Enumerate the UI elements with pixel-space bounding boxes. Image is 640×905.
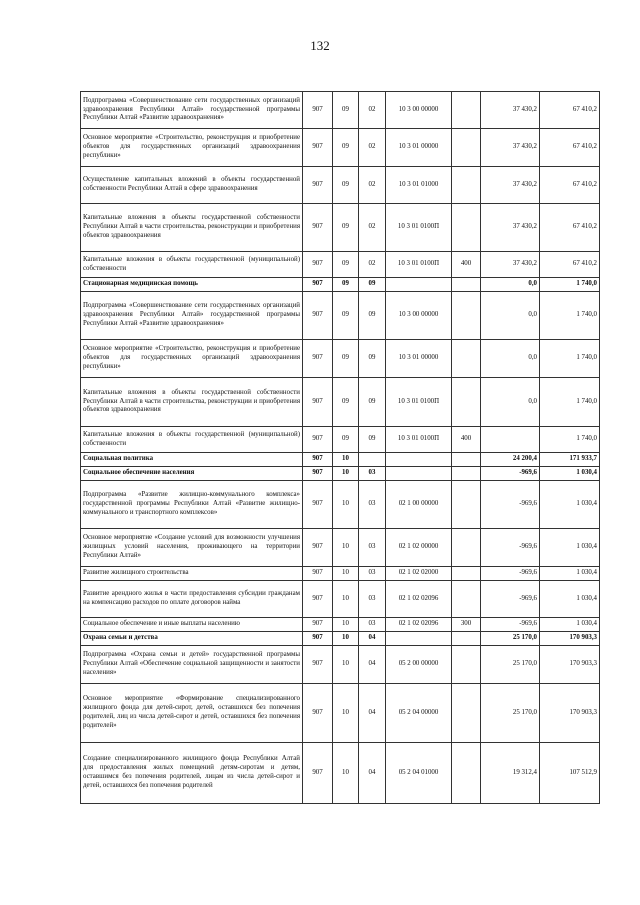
cell-amount-1: 0,0 — [481, 340, 540, 378]
table-row — [81, 92, 600, 129]
cell-target-article: 10 3 01 01000 — [386, 167, 452, 204]
cell-subsection: 03 — [359, 467, 386, 481]
cell-name: Стационарная медицинская помощь — [81, 278, 303, 292]
cell-amount-2: 170 903,3 — [540, 684, 600, 743]
cell-section: 09 — [333, 278, 359, 292]
cell-amount-2: 67 410,2 — [540, 167, 600, 204]
cell-amount-2: 1 030,4 — [540, 618, 600, 632]
cell-subsection: 09 — [359, 340, 386, 378]
cell-expense-type: 400 — [452, 252, 481, 278]
cell-ministry-code: 907 — [303, 481, 333, 529]
table-row — [81, 581, 600, 618]
cell-expense-type — [452, 92, 481, 129]
cell-amount-2: 1 740,0 — [540, 292, 600, 340]
table-row — [81, 340, 600, 378]
table-row — [81, 453, 600, 467]
cell-expense-type — [452, 581, 481, 618]
cell-ministry-code: 907 — [303, 129, 333, 167]
cell-amount-1: 25 170,0 — [481, 646, 540, 684]
cell-amount-2: 1 030,4 — [540, 581, 600, 618]
cell-target-article — [386, 467, 452, 481]
cell-expense-type — [452, 529, 481, 567]
cell-expense-type — [452, 204, 481, 252]
cell-section: 10 — [333, 481, 359, 529]
cell-subsection: 02 — [359, 129, 386, 167]
cell-ministry-code: 907 — [303, 292, 333, 340]
cell-name: Основное мероприятие «Создание условий для возможности улучшения жилищных условий населения, проживающего на территории Республики Алтай» — [81, 529, 303, 567]
cell-amount-2: 1 030,4 — [540, 467, 600, 481]
cell-expense-type: 400 — [452, 427, 481, 453]
table-row — [81, 292, 600, 340]
cell-name: Охрана семьи и детства — [81, 632, 303, 646]
cell-expense-type — [452, 129, 481, 167]
table-row — [81, 529, 600, 567]
table-row — [81, 278, 600, 292]
cell-subsection — [359, 453, 386, 467]
cell-section: 10 — [333, 743, 359, 804]
cell-amount-2: 170 903,3 — [540, 632, 600, 646]
cell-expense-type — [452, 646, 481, 684]
cell-section: 09 — [333, 167, 359, 204]
cell-subsection: 03 — [359, 618, 386, 632]
cell-name: Подпрограмма «Охрана семьи и детей» государственной программы Республики Алтай «Обеспечение социальной защищенности и занятости населения» — [81, 646, 303, 684]
cell-target-article: 10 3 00 00000 — [386, 92, 452, 129]
table-row — [81, 427, 600, 453]
cell-target-article: 05 2 00 00000 — [386, 646, 452, 684]
table-row — [81, 618, 600, 632]
cell-subsection: 04 — [359, 646, 386, 684]
cell-target-article: 10 3 01 00000 — [386, 340, 452, 378]
cell-subsection: 09 — [359, 427, 386, 453]
table-row — [81, 481, 600, 529]
cell-subsection: 04 — [359, 632, 386, 646]
cell-ministry-code: 907 — [303, 618, 333, 632]
cell-expense-type — [452, 453, 481, 467]
cell-target-article — [386, 632, 452, 646]
cell-section: 09 — [333, 378, 359, 427]
cell-ministry-code: 907 — [303, 632, 333, 646]
cell-expense-type — [452, 481, 481, 529]
cell-target-article: 05 2 04 01000 — [386, 743, 452, 804]
budget-table — [80, 91, 600, 804]
table-row — [81, 646, 600, 684]
table-row — [81, 743, 600, 804]
cell-amount-2: 170 903,3 — [540, 646, 600, 684]
cell-name: Развитие жилищного строительства — [81, 567, 303, 581]
cell-target-article: 10 3 00 00000 — [386, 292, 452, 340]
cell-expense-type — [452, 743, 481, 804]
cell-subsection: 09 — [359, 378, 386, 427]
cell-name: Осуществление капитальных вложений в объекты государственной собственности Республики Алтай в сфере здравоохранения — [81, 167, 303, 204]
cell-amount-2: 107 512,9 — [540, 743, 600, 804]
cell-amount-1: 0,0 — [481, 378, 540, 427]
cell-name: Капитальные вложения в объекты государственной (муниципальной) собственности — [81, 252, 303, 278]
cell-name: Основное мероприятие «Строительство, реконструкция и приобретение объектов для государственных организаций здравоохранения республики» — [81, 340, 303, 378]
cell-ministry-code: 907 — [303, 92, 333, 129]
cell-amount-1: -969,6 — [481, 481, 540, 529]
cell-name: Социальное обеспечение и иные выплаты населению — [81, 618, 303, 632]
cell-target-article: 02 1 02 02096 — [386, 581, 452, 618]
cell-subsection: 04 — [359, 684, 386, 743]
cell-expense-type: 300 — [452, 618, 481, 632]
cell-name: Развитие арендного жилья в части предоставления субсидии гражданам на компенсацию расходов по оплате договоров найма — [81, 581, 303, 618]
cell-section: 10 — [333, 529, 359, 567]
cell-target-article — [386, 453, 452, 467]
cell-ministry-code: 907 — [303, 278, 333, 292]
cell-ministry-code: 907 — [303, 204, 333, 252]
cell-section: 09 — [333, 292, 359, 340]
cell-expense-type — [452, 378, 481, 427]
cell-name: Основное мероприятие «Строительство, реконструкция и приобретение объектов для государственных организаций здравоохранения республики» — [81, 129, 303, 167]
cell-ministry-code: 907 — [303, 567, 333, 581]
table-row — [81, 129, 600, 167]
table-row — [81, 632, 600, 646]
cell-amount-1: 0,0 — [481, 278, 540, 292]
cell-name: Подпрограмма «Развитие жилищно-коммунального комплекса» государственной программы Республики Алтай «Развитие жилищно-коммунального и транспортного комплексов» — [81, 481, 303, 529]
cell-section: 09 — [333, 204, 359, 252]
cell-target-article: 10 3 01 0100П — [386, 252, 452, 278]
cell-section: 10 — [333, 632, 359, 646]
table-row — [81, 567, 600, 581]
cell-name: Подпрограмма «Совершенствование сети государственных организаций здравоохранения Республики Алтай» государственной программы Республики Алтай «Развитие здравоохранения» — [81, 92, 303, 129]
cell-amount-1: -969,6 — [481, 581, 540, 618]
cell-name: Капитальные вложения в объекты государственной собственности Республики Алтай в части строительства, реконструкции и приобретения объектов здравоохранения — [81, 378, 303, 427]
cell-section: 10 — [333, 646, 359, 684]
cell-subsection: 09 — [359, 278, 386, 292]
cell-ministry-code: 907 — [303, 581, 333, 618]
cell-section: 09 — [333, 252, 359, 278]
cell-expense-type — [452, 632, 481, 646]
cell-name: Социальное обеспечение населения — [81, 467, 303, 481]
cell-section: 09 — [333, 92, 359, 129]
cell-amount-1: 37 430,2 — [481, 252, 540, 278]
cell-amount-2: 1 030,4 — [540, 567, 600, 581]
cell-amount-1: 25 170,0 — [481, 684, 540, 743]
cell-section: 10 — [333, 581, 359, 618]
cell-subsection: 02 — [359, 204, 386, 252]
page-number: 132 — [310, 38, 330, 53]
cell-name: Капитальные вложения в объекты государственной собственности Республики Алтай в части строительства, реконструкции и приобретения объектов здравоохранения — [81, 204, 303, 252]
cell-subsection: 02 — [359, 167, 386, 204]
table-row — [81, 252, 600, 278]
cell-ministry-code: 907 — [303, 378, 333, 427]
cell-target-article: 02 1 02 00000 — [386, 529, 452, 567]
cell-amount-1: 37 430,2 — [481, 129, 540, 167]
cell-ministry-code: 907 — [303, 529, 333, 567]
cell-amount-2: 67 410,2 — [540, 252, 600, 278]
cell-name: Создание специализированного жилищного фонда Республики Алтай для предоставления жилых помещений детям-сиротам и детям, оставшимся без попечения родителей, лицам из числа детей-сирот и детей, оставшихся без попечения родителей — [81, 743, 303, 804]
cell-amount-2: 1 030,4 — [540, 481, 600, 529]
cell-amount-2: 1 740,0 — [540, 427, 600, 453]
cell-name: Социальная политика — [81, 453, 303, 467]
cell-subsection: 03 — [359, 529, 386, 567]
cell-amount-2: 67 410,2 — [540, 204, 600, 252]
cell-section: 09 — [333, 427, 359, 453]
cell-amount-1: 37 430,2 — [481, 204, 540, 252]
cell-target-article: 10 3 01 0100П — [386, 204, 452, 252]
cell-target-article: 02 1 02 02096 — [386, 618, 452, 632]
cell-section: 09 — [333, 340, 359, 378]
cell-subsection: 02 — [359, 92, 386, 129]
cell-amount-2: 1 740,0 — [540, 378, 600, 427]
table-row — [81, 378, 600, 427]
cell-amount-2: 171 933,7 — [540, 453, 600, 467]
cell-amount-1: 0,0 — [481, 292, 540, 340]
cell-expense-type — [452, 167, 481, 204]
cell-ministry-code: 907 — [303, 743, 333, 804]
cell-ministry-code: 907 — [303, 167, 333, 204]
cell-target-article: 05 2 04 00000 — [386, 684, 452, 743]
cell-target-article: 10 3 01 00000 — [386, 129, 452, 167]
cell-subsection: 04 — [359, 743, 386, 804]
cell-subsection: 03 — [359, 581, 386, 618]
cell-expense-type — [452, 278, 481, 292]
table-row — [81, 684, 600, 743]
cell-amount-1: -969,6 — [481, 567, 540, 581]
cell-amount-1: 24 200,4 — [481, 453, 540, 467]
cell-ministry-code: 907 — [303, 646, 333, 684]
cell-name: Основное мероприятие «Формирование специализированного жилищного фонда для детей-сирот, детей, оставшихся без попечения родителей, лиц из числа детей-сирот и детей, оставшихся без попечения родителей» — [81, 684, 303, 743]
cell-section: 09 — [333, 129, 359, 167]
cell-ministry-code: 907 — [303, 467, 333, 481]
cell-target-article: 10 3 01 0100П — [386, 427, 452, 453]
cell-target-article: 10 3 01 0100П — [386, 378, 452, 427]
cell-amount-1: 37 430,2 — [481, 167, 540, 204]
cell-expense-type — [452, 684, 481, 743]
cell-target-article: 02 1 02 02000 — [386, 567, 452, 581]
cell-section: 10 — [333, 684, 359, 743]
cell-amount-1 — [481, 427, 540, 453]
cell-amount-1: -969,6 — [481, 529, 540, 567]
cell-amount-1: -969,6 — [481, 467, 540, 481]
cell-expense-type — [452, 340, 481, 378]
cell-section: 10 — [333, 618, 359, 632]
cell-subsection: 03 — [359, 567, 386, 581]
cell-ministry-code: 907 — [303, 684, 333, 743]
cell-ministry-code: 907 — [303, 427, 333, 453]
cell-expense-type — [452, 292, 481, 340]
table-row — [81, 167, 600, 204]
cell-name: Подпрограмма «Совершенствование сети государственных организаций здравоохранения Республики Алтай» государственной программы Республики Алтай «Развитие здравоохранения» — [81, 292, 303, 340]
cell-amount-2: 1 740,0 — [540, 340, 600, 378]
cell-target-article: 02 1 00 00000 — [386, 481, 452, 529]
table-row — [81, 467, 600, 481]
cell-expense-type — [452, 567, 481, 581]
cell-subsection: 09 — [359, 292, 386, 340]
cell-amount-2: 1 740,0 — [540, 278, 600, 292]
cell-ministry-code: 907 — [303, 453, 333, 467]
cell-amount-2: 67 410,2 — [540, 92, 600, 129]
cell-section: 10 — [333, 453, 359, 467]
cell-amount-2: 67 410,2 — [540, 129, 600, 167]
cell-name: Капитальные вложения в объекты государственной (муниципальной) собственности — [81, 427, 303, 453]
cell-amount-1: 25 170,0 — [481, 632, 540, 646]
cell-ministry-code: 907 — [303, 252, 333, 278]
cell-ministry-code: 907 — [303, 340, 333, 378]
table-row — [81, 204, 600, 252]
cell-subsection: 03 — [359, 481, 386, 529]
cell-target-article — [386, 278, 452, 292]
cell-section: 10 — [333, 467, 359, 481]
cell-expense-type — [452, 467, 481, 481]
cell-amount-1: 37 430,2 — [481, 92, 540, 129]
table-body — [81, 92, 600, 804]
cell-amount-1: -969,6 — [481, 618, 540, 632]
cell-amount-1: 19 312,4 — [481, 743, 540, 804]
cell-section: 10 — [333, 567, 359, 581]
cell-amount-2: 1 030,4 — [540, 529, 600, 567]
cell-subsection: 02 — [359, 252, 386, 278]
